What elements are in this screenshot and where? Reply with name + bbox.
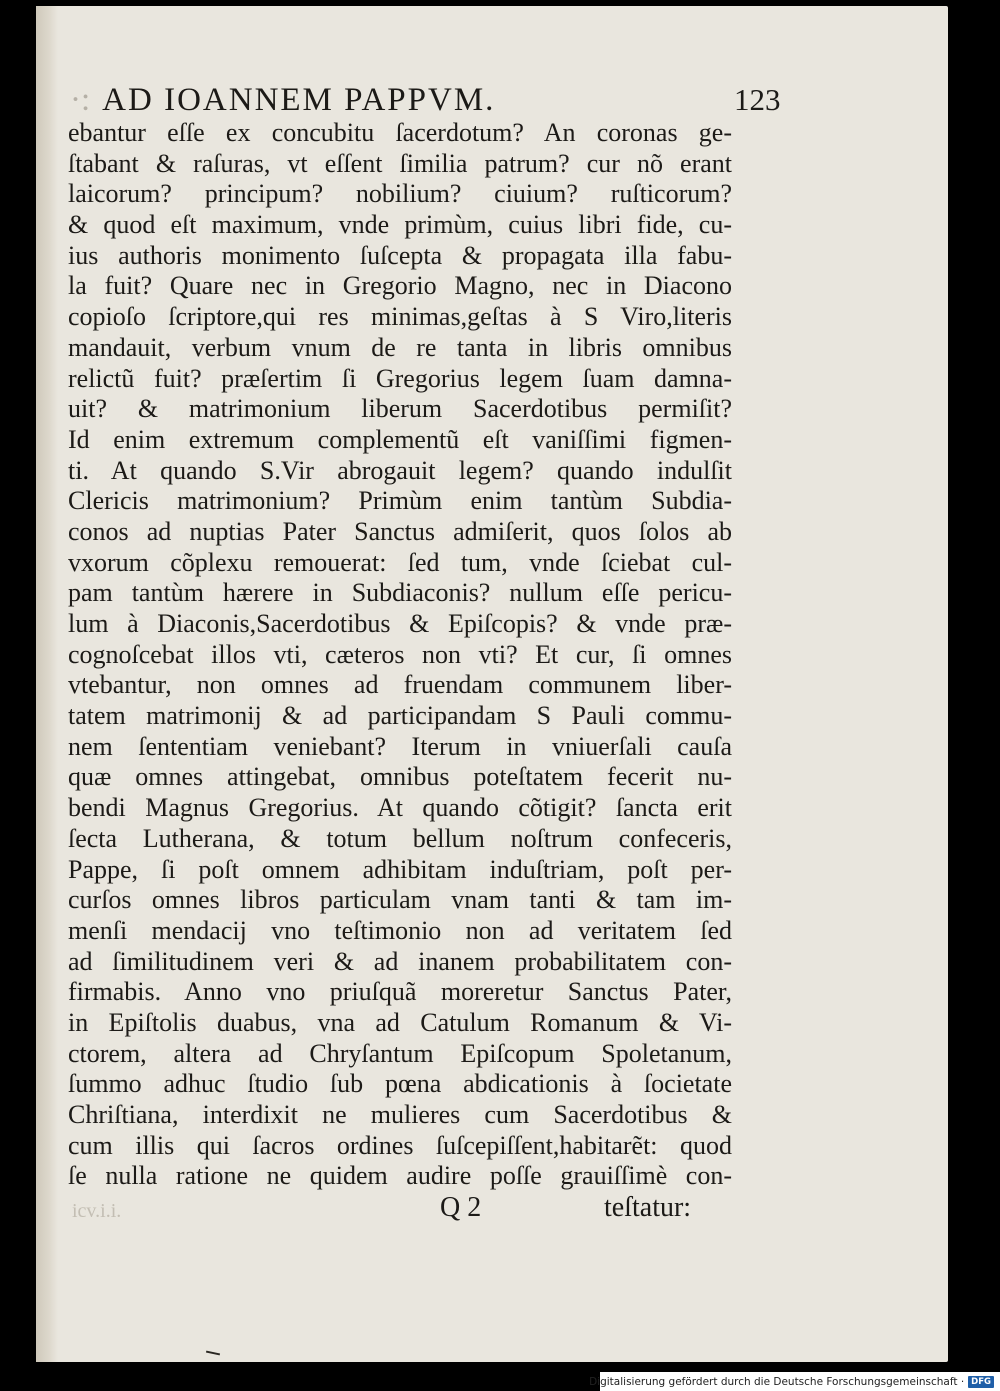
- text-line: cum illis qui ſacros ordines ſuſcepiſſent,habitarẽt: quod: [68, 1130, 732, 1160]
- text-line: lum à Diaconis,Sacerdotibus & Epiſcopis? & vnde præ-: [68, 609, 732, 638]
- text-line: Clericis matrimonium? Primùm enim tantùm Subdia-: [68, 486, 732, 516]
- text-line: & quod eſt maximum, vnde primùm, cuius libri fide, cu-: [68, 210, 732, 240]
- text-line: ctorem, altera ad Chryſantum Epiſcopum Spoletanum,: [68, 1038, 732, 1068]
- text-line: laicorum? principum? nobilium? ciuium? ruſticorum?: [68, 179, 732, 209]
- text-line: firmabis. Anno vno priuſquã moreretur Sanctus Pater,: [68, 977, 732, 1007]
- footer-marks: icv.i.i.: [72, 1200, 122, 1222]
- header-marks: ·:: [70, 82, 91, 118]
- digitization-credit-bar: [589, 1372, 1000, 1391]
- text-line: pam tantùm hærere in Subdiaconis? nullum eſſe pericu-: [68, 578, 732, 608]
- credit-text: Digitalisierung gefördert durch die Deutsche Forschungsgemeinschaft ·: [589, 1375, 965, 1388]
- text-line: mandauit, verbum vnum de re tanta in libris omnibus: [68, 332, 732, 362]
- text-line: nem ſententiam veniebant? Iterum in vniuerſali cauſa: [68, 731, 732, 761]
- header-title: AD IOANNEM PAPPVM.: [102, 82, 496, 118]
- running-header: [70, 82, 770, 119]
- text-line: vxorum cõplexu remouerat: ſed tum, vnde ſciebat cul-: [68, 547, 732, 577]
- text-line: ius authoris monimento ſuſcepta & propagata illa fabu-: [68, 240, 732, 270]
- text-line: ad ſimilitudinem veri & ad inanem probabilitatem con-: [68, 946, 732, 976]
- text-line: la fuit? Quare nec in Gregorio Magno, nec in Diacono: [68, 271, 732, 301]
- page-number: 123: [734, 82, 781, 117]
- signature-mark: Q 2: [440, 1192, 482, 1223]
- text-line: ſummo adhuc ſtudio ſub pœna abdicationis à ſocietate: [68, 1069, 732, 1099]
- page-spine-shadow: [36, 6, 58, 1362]
- text-line: ſtabant & raſuras, vt eſſent ſimilia patrum? cur nõ erant: [68, 148, 732, 178]
- text-line: uit? & matrimonium liberum Sacerdotibus permiſit?: [68, 394, 732, 424]
- text-line: copioſo ſcriptore,qui res minimas,geſtas à S Viro,literis: [68, 302, 732, 332]
- text-line: quæ omnes attingebat, omnibus poteſtatem fecerit nu-: [68, 762, 732, 792]
- text-line: in Epiſtolis duabus, vna ad Catulum Romanum & Vi-: [68, 1007, 732, 1037]
- text-line: ſe nulla ratione ne quidem audire poſſe grauiſſimè con-: [68, 1161, 732, 1191]
- text-line: vtebantur, non omnes ad fruendam communem liber-: [68, 670, 732, 700]
- text-line: menſi mendacij vno teſtimonio non ad veritatem ſed: [68, 915, 732, 945]
- text-line: curſos omnes libros particulam vnam tanti & tam im-: [68, 885, 732, 915]
- text-line: Chriſtiana, interdixit ne mulieres cum Sacerdotibus &: [68, 1100, 732, 1129]
- text-line: conos ad nuptias Pater Sanctus admiſerit, quos ſolos ab: [68, 516, 732, 546]
- text-line: ſecta Lutherana, & totum bellum noſtrum confeceris,: [68, 823, 732, 853]
- text-line: Id enim extremum complementũ eſt vaniſſimi figmen-: [68, 424, 732, 454]
- catchword: teſtatur:: [604, 1192, 692, 1223]
- body-text: [68, 118, 732, 1192]
- text-line: Pappe, ſi poſt omnem adhibitam induſtriam, poſt per-: [68, 854, 732, 884]
- text-line: cognoſcebat illos vti, cæteros non vti? Et cur, ſi omnes: [68, 639, 732, 669]
- text-line: bendi Magnus Gregorius. At quando cõtigit? ſancta erit: [68, 793, 732, 823]
- dfg-logo-icon: DFG: [968, 1376, 994, 1388]
- text-line: ti. At quando S.Vir abrogauit legem? quando indulſit: [68, 455, 732, 485]
- text-line: tatem matrimonij & ad participandam S Pauli commu-: [68, 701, 732, 731]
- text-line: relictũ fuit? præſertim ſi Gregorius legem ſuam damna-: [68, 363, 732, 393]
- text-line: ebantur eſſe ex concubitu ſacerdotum? An coronas ge-: [68, 118, 732, 147]
